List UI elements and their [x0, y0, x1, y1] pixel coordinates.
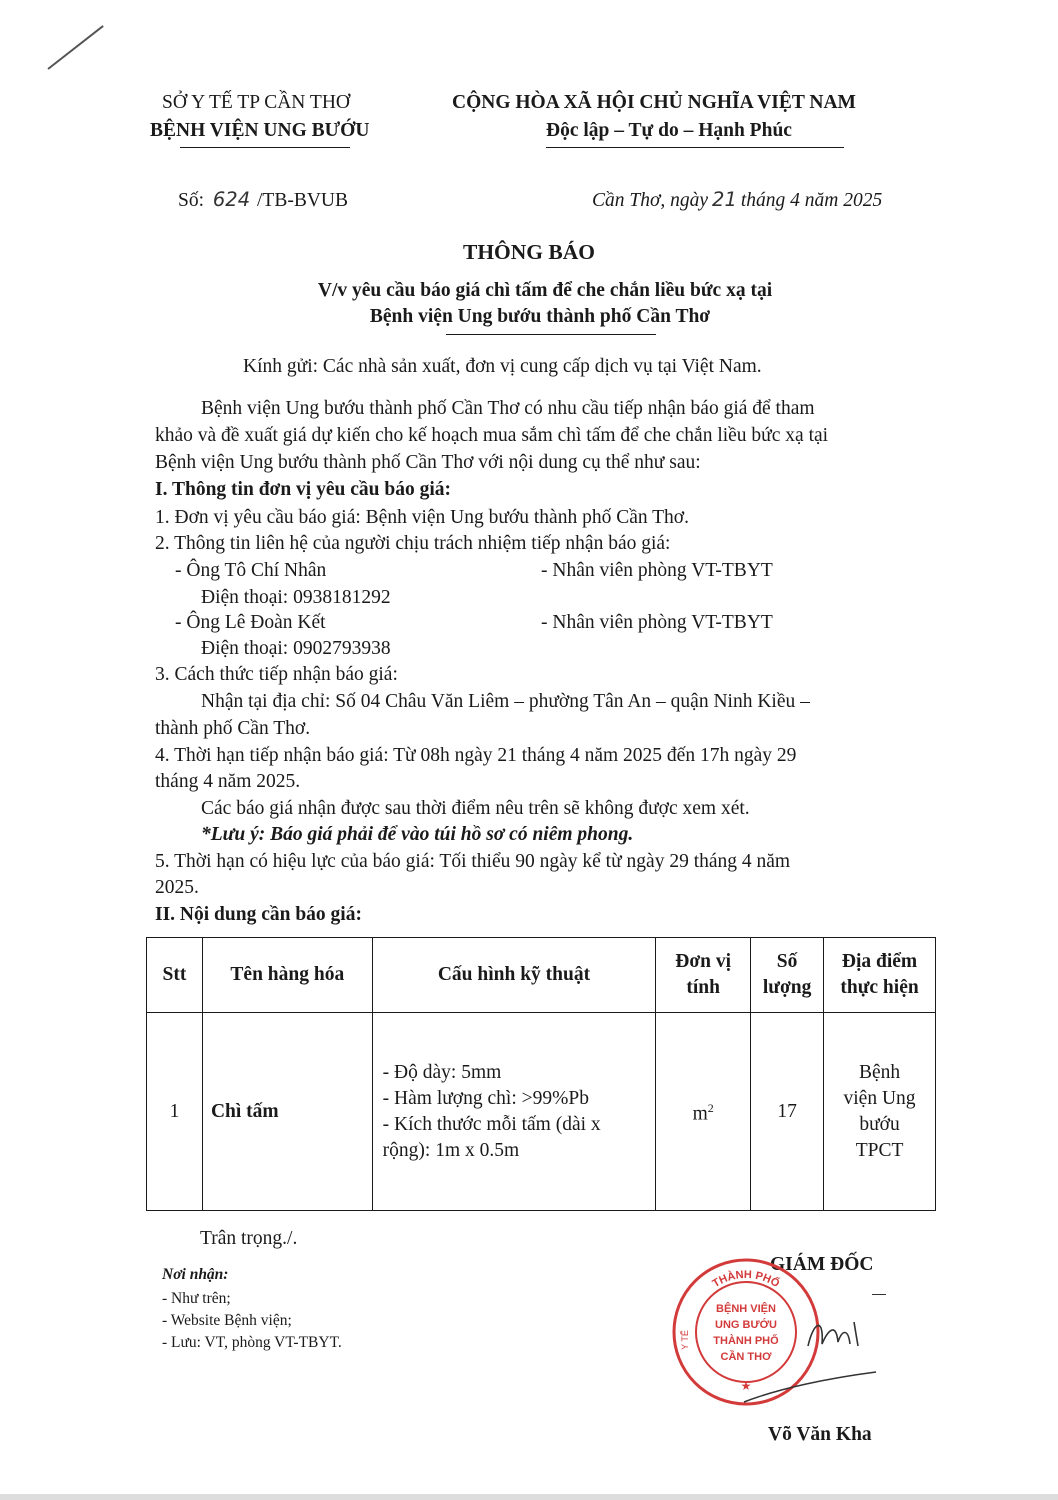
section1-item2: 2. Thông tin liên hệ của người chịu trách nhiệm tiếp nhận báo giá: — [155, 533, 671, 554]
national-title: CỘNG HÒA XÃ HỘI CHỦ NGHĨA VIỆT NAM — [452, 92, 856, 113]
contact2-phone: Điện thoại: 0902793938 — [201, 638, 391, 659]
contact1-name: - Ông Tô Chí Nhân — [175, 560, 327, 581]
section1-item3: 3. Cách thức tiếp nhận báo giá: — [155, 664, 398, 685]
svg-text:THÀNH PHỐ: THÀNH PHỐ — [710, 1268, 782, 1291]
signer-name: Võ Văn Kha — [768, 1424, 872, 1445]
pen-mark — [47, 25, 103, 70]
agency-name: SỞ Y TẾ TP CẦN THƠ — [162, 92, 350, 113]
page-bottom-edge — [0, 1494, 1058, 1500]
svg-text:THÀNH PHỐ: THÀNH PHỐ — [713, 1335, 779, 1347]
svg-text:UNG BƯỚU: UNG BƯỚU — [715, 1319, 777, 1331]
recipient-item: - Lưu: VT, phòng VT-TBYT. — [162, 1334, 342, 1351]
date-day-handwritten: 21 — [712, 188, 737, 211]
section1-item3-address2: thành phố Cần Thơ. — [155, 718, 311, 739]
contact1-phone: Điện thoại: 0938181292 — [201, 587, 391, 608]
intro-line3: Bệnh viện Ung bướu thành phố Cần Thơ với nội dung cụ thể như sau: — [155, 452, 701, 473]
closing: Trân trọng./. — [200, 1228, 298, 1249]
section1-item4-line2: tháng 4 năm 2025. — [155, 771, 301, 792]
contact2-role: - Nhân viên phòng VT-TBYT — [541, 612, 773, 633]
section1-item5-line2: 2025. — [155, 877, 199, 898]
recipients-label: Nơi nhận: — [162, 1266, 229, 1283]
signer-title: GIÁM ĐỐC — [770, 1254, 874, 1275]
document-date: Cần Thơ, ngày 21 tháng 4 năm 2025 — [592, 188, 883, 211]
section1-item4-note: Các báo giá nhận được sau thời điểm nêu trên sẽ không được xem xét. — [201, 798, 750, 819]
header-right-underline — [546, 147, 844, 148]
section1-item3-address1: Nhận tại địa chỉ: Số 04 Châu Văn Liêm – phường Tân An – quận Ninh Kiều – — [201, 691, 810, 712]
svg-text:CẦN THƠ: CẦN THƠ — [720, 1351, 772, 1363]
national-motto: Độc lập – Tự do – Hạnh Phúc — [546, 120, 792, 141]
header-unit: Đơn vị tính — [656, 938, 751, 1013]
header-name: Tên hàng hóa — [202, 938, 372, 1013]
section1-item5-line1: 5. Thời hạn có hiệu lực của báo giá: Tối thiểu 90 ngày kể từ ngày 29 tháng 4 năm — [155, 851, 791, 872]
svg-text:Y TẾ: Y TẾ — [680, 1330, 690, 1350]
signature-dash — [872, 1294, 886, 1295]
section1-item4-line1: 4. Thời hạn tiếp nhận báo giá: Từ 08h ngày 21 tháng 4 năm 2025 đến 17h ngày 29 — [155, 745, 797, 766]
header-config: Cấu hình kỹ thuật — [372, 938, 656, 1013]
document-title: THÔNG BÁO — [462, 240, 595, 264]
handwritten-signature — [800, 1300, 870, 1360]
section1-item1: 1. Đơn vị yêu cầu báo giá: Bệnh viện Ung bướu thành phố Cần Thơ. — [155, 507, 689, 528]
row-place: Bệnh viện Ung bướu TPCT — [824, 1013, 936, 1211]
header-qty: Số lượng — [751, 938, 824, 1013]
table-row — [147, 1013, 936, 1211]
contact2-name: - Ông Lê Đoàn Kết — [175, 612, 326, 633]
header-place: Địa điểm thực hiện — [824, 938, 936, 1013]
recipient-item: - Như trên; — [162, 1290, 231, 1307]
header-left-underline — [180, 147, 350, 148]
row-stt: 1 — [147, 1013, 203, 1211]
document-number: Số: 624 /TB-BVUB — [178, 188, 349, 211]
greeting: Kính gửi: Các nhà sản xuất, đơn vị cung cấp dịch vụ tại Việt Nam. — [243, 356, 762, 377]
contact1-role: - Nhân viên phòng VT-TBYT — [541, 560, 773, 581]
document-subject-line2: Bệnh viện Ung bướu thành phố Cần Thơ — [369, 306, 711, 327]
row-name: Chì tấm — [202, 1013, 372, 1211]
svg-text:BỆNH VIỆN: BỆNH VIỆN — [716, 1303, 776, 1315]
section1-heading: I. Thông tin đơn vị yêu cầu báo giá: — [155, 479, 451, 500]
row-qty: 17 — [751, 1013, 824, 1211]
row-unit: $m^2$ — [656, 1013, 751, 1211]
row-config: - Độ dày: 5mm - Hàm lượng chì: >99%Pb - Kích thước mỗi tấm (dài x rộng): 1m x 0.5m — [372, 1013, 656, 1211]
hospital-name: BỆNH VIỆN UNG BƯỚU — [150, 120, 370, 141]
document-subject-line1: V/v yêu cầu báo giá chì tấm để che chắn liều bức xạ tại — [317, 280, 773, 301]
document-number-handwritten: 624 — [212, 188, 251, 211]
signature-stroke — [740, 1368, 880, 1408]
quotation-table — [146, 937, 936, 1211]
subject-underline — [446, 334, 656, 335]
intro-line1: Bệnh viện Ung bướu thành phố Cần Thơ có nhu cầu tiếp nhận báo giá để tham — [201, 398, 815, 419]
svg-text:★: ★ — [740, 1379, 752, 1393]
header-stt: Stt — [147, 938, 203, 1013]
recipient-item: - Website Bệnh viện; — [162, 1312, 292, 1329]
intro-line2: khảo và đề xuất giá dự kiến cho kế hoạch mua sắm chì tấm để che chắn liều bức xạ tại — [155, 425, 829, 446]
section2-heading: II. Nội dung cần báo giá: — [155, 904, 362, 925]
table-header-row — [147, 938, 936, 1013]
section1-item4-warning: *Lưu ý: Báo giá phải để vào túi hồ sơ có niêm phong. — [201, 824, 634, 845]
